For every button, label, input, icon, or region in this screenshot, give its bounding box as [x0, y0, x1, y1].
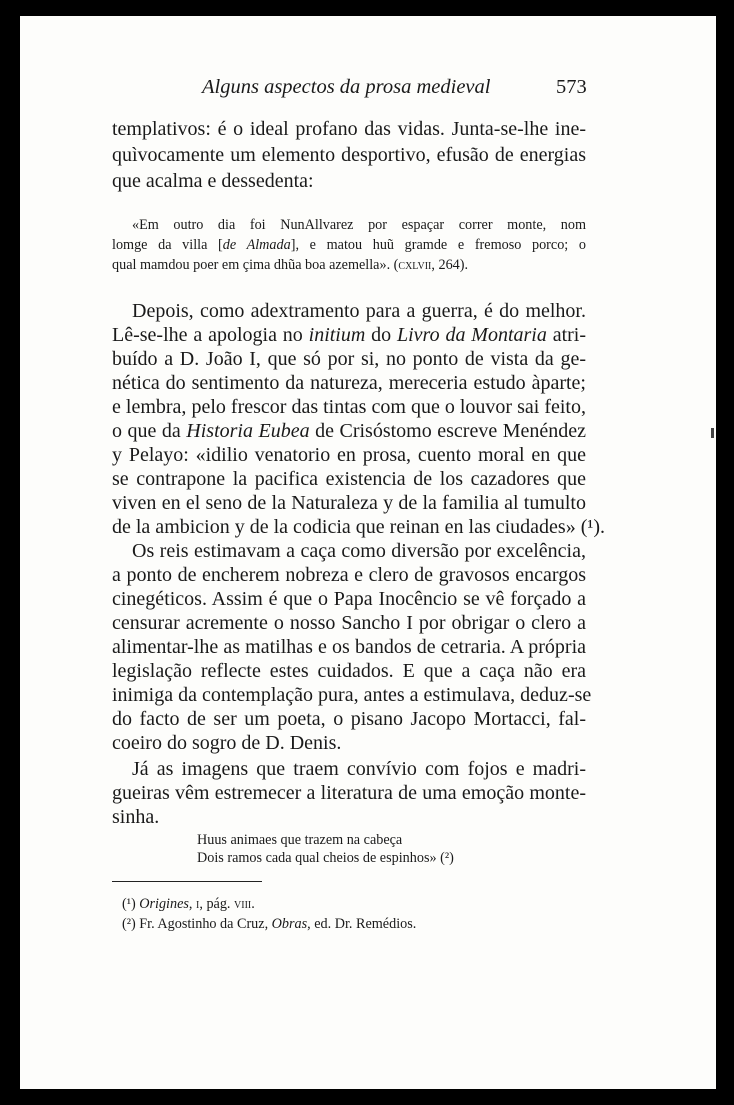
footnote-rule — [112, 881, 262, 882]
body-line: que acalma e dessedenta: — [112, 170, 314, 192]
body-line: de la ambicion y de la codicia que reinan en las ciudades» (¹). — [112, 516, 606, 538]
body-line: a ponto de encherem nobreza e clero de gravosos encargos — [112, 564, 586, 586]
page-number: 573 — [556, 76, 587, 98]
quote-line: qual mamdou poer em çima dhũa boa azemella». (cxlvii, 264). — [112, 257, 469, 273]
poem-line: Dois ramos cada qual cheios de espinhos» (²) — [197, 850, 454, 866]
quote-line: «Em outro dia foi NunAllvarez por espaçar correr monte, nom — [132, 217, 586, 233]
body-line: buído a D. João I, que só por si, no ponto de vista da ge- — [112, 348, 586, 370]
body-line: templativos: é o ideal profano das vidas. Junta-se-lhe ine- — [112, 118, 586, 140]
body-line: cinegéticos. Assim é que o Papa Inocêncio se vê forçado a — [112, 588, 586, 610]
body-line: y Pelayo: «idilio venatorio en prosa, cuento moral en que — [112, 444, 586, 466]
body-line: coeiro do sogro de D. Denis. — [112, 732, 342, 754]
body-line: Os reis estimavam a caça como diversão por excelência, — [132, 540, 586, 562]
body-line: do facto de ser um poeta, o pisano Jacopo Mortacci, fal- — [112, 708, 586, 730]
running-header — [20, 76, 716, 106]
body-line: se contrapone la pacifica existencia de los cazadores que — [112, 468, 586, 490]
footnote-1: (¹) Origines, i, pág. viii. — [122, 896, 255, 912]
body-line: inimiga da contemplação pura, antes a estimulava, deduz-se — [112, 684, 592, 706]
book-page — [20, 16, 716, 1089]
running-title: Alguns aspectos da prosa medieval — [202, 76, 491, 98]
scan-speck — [711, 428, 714, 438]
footnote-2: (²) Fr. Agostinho da Cruz, Obras, ed. Dr. Remédios. — [122, 916, 417, 932]
body-line: sinha. — [112, 806, 160, 828]
body-line: censurar acremente o nosso Sancho I por obrigar o clero a — [112, 612, 586, 634]
poem-line: Huus animaes que trazem na cabeça — [197, 832, 403, 848]
body-line: o que da Historia Eubea de Crisóstomo escreve Menéndez — [112, 420, 586, 442]
quote-line: lomge da villa [de Almada], e matou huũ gramde e fremoso porco; o — [112, 237, 586, 253]
body-line: Já as imagens que traem convívio com fojos e madri- — [132, 758, 586, 780]
body-line: e lembra, pelo frescor das tintas com que o louvor sai feito, — [112, 396, 586, 418]
body-line: nética do sentimento da natureza, mereceria estudo àparte; — [112, 372, 586, 394]
body-line: viven en el seno de la Naturaleza y de la familia al tumulto — [112, 492, 586, 514]
body-line: quìvocamente um elemento desportivo, efusão de energias — [112, 144, 586, 166]
body-line: Lê-se-lhe a apologia no initium do Livro da Montaria atri- — [112, 324, 586, 346]
body-line: Depois, como adextramento para a guerra, é do melhor. — [132, 300, 586, 322]
body-line: gueiras vêm estremecer a literatura de uma emoção monte- — [112, 782, 586, 804]
body-line: legislação reflecte estes cuidados. E que a caça não era — [112, 660, 586, 682]
body-line: alimentar-lhe as matilhas e os bandos de cetraria. A própria — [112, 636, 586, 658]
